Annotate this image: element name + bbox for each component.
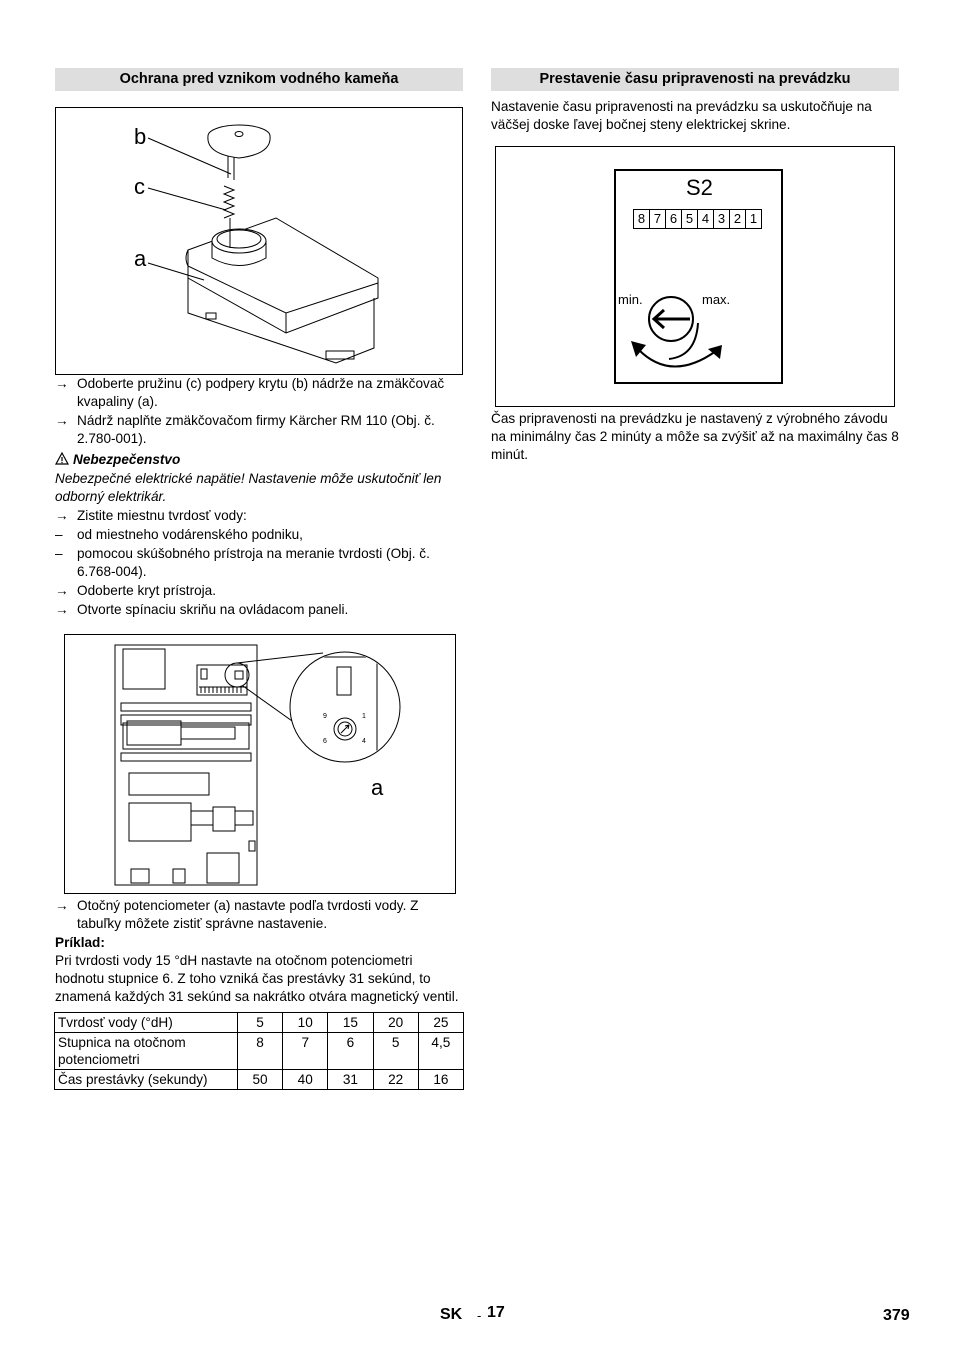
instruction-item: → Odoberte kryt prístroja. xyxy=(55,583,217,598)
instruction-item: → Odoberte pružinu (c) podpery krytu (b) nádrže na zmäkčovač kvapaliny (a). xyxy=(55,376,445,409)
tank-illustration xyxy=(56,108,462,374)
label-c: c xyxy=(134,174,145,199)
table-row: Tvrdosť vody (°dH) 5 10 15 20 25 xyxy=(55,1013,464,1033)
label-a: a xyxy=(371,775,384,800)
figure-softener-tank xyxy=(55,107,463,375)
page-number: 379 xyxy=(883,1307,910,1324)
section-heading-ready-time: Prestavenie času pripravenosti na prevádzku xyxy=(491,68,899,91)
arrow-icon: → xyxy=(55,508,69,523)
list-item: – pomocou skúšobného prístroja na meranie tvrdosti (Obj. č. 6.768-004). xyxy=(55,546,430,579)
dash-marker: – xyxy=(55,546,63,561)
warning-title: Nebezpečenstvo xyxy=(55,451,463,469)
table-row: Čas prestávky (sekundy) 50 40 31 22 16 xyxy=(55,1070,464,1090)
warning-text: Nebezpečné elektrické napätie! Nastavenie môže uskutočniť len odborný elektrikár. xyxy=(55,471,442,504)
arrow-icon: → xyxy=(55,898,69,913)
dip-digits: 8 7 6 5 4 3 2 1 xyxy=(633,209,762,229)
board-illustration xyxy=(65,635,455,893)
intro-text: Nastavenie času pripravenosti na prevádzku sa uskutočňuje na väčšej doske ľavej bočnej steny elektrickej skrine. xyxy=(491,99,872,132)
dash-marker: – xyxy=(55,527,63,542)
arrow-icon: → xyxy=(55,583,69,598)
figure-switch-s2 xyxy=(495,146,895,407)
section-heading-scale: Ochrana pred vznikom vodného kameňa xyxy=(55,68,463,91)
min-label: min. xyxy=(618,292,643,307)
example-text: Pri tvrdosti vody 15 °dH nastavte na otočnom potenciometri hodnotu stupnice 6. Z toho vzniká čas prestávky 31 sekúnd, to znamená každých 31 sekúnd sa nakrátko otvára magnetický ventil. xyxy=(55,953,459,1004)
dial-mark-1: 1 xyxy=(362,713,366,720)
label-b: b xyxy=(134,124,147,149)
switch-name: S2 xyxy=(686,175,713,200)
label-a: a xyxy=(134,246,147,271)
footer-section-page: 17 xyxy=(487,1304,505,1321)
instruction-item: → Otočný potenciometer (a) nastavte podľa tvrdosti vody. Z tabuľky môžete zistiť správne nastavenie. xyxy=(55,898,419,931)
table-row: Stupnica na otočnom potenciometri 8 7 6 5 4,5 xyxy=(55,1033,464,1070)
footer-lang: SK xyxy=(440,1306,463,1323)
arrow-icon: → xyxy=(55,413,69,428)
footer-dash: - xyxy=(477,1308,482,1323)
dial-mark-4: 4 xyxy=(362,738,366,745)
warning-triangle-icon xyxy=(55,452,69,465)
hardness-table xyxy=(54,1012,464,1090)
dial-mark-6: 6 xyxy=(323,738,327,745)
ready-time-text: Čas pripravenosti na prevádzku je nastavený z výrobného závodu na minimálny čas 2 minúty a môže sa zvýšiť až na maximálny čas 8 minút. xyxy=(491,411,899,462)
rotary-dial-icon xyxy=(616,171,781,382)
instruction-item: → Nádrž naplňte zmäkčovačom firmy Kärcher RM 110 (Obj. č. 2.780-001). xyxy=(55,413,435,446)
arrow-icon: → xyxy=(55,602,69,617)
arrow-icon: → xyxy=(55,376,69,391)
max-label: max. xyxy=(702,292,731,307)
dial-mark-9: 9 xyxy=(323,713,327,720)
example-title: Príklad: xyxy=(55,935,105,950)
switch-panel xyxy=(614,169,783,384)
instruction-item: → Zistite miestnu tvrdosť vody: xyxy=(55,508,247,523)
figure-control-board xyxy=(64,634,456,894)
instruction-item: → Otvorte spínaciu skriňu na ovládacom paneli. xyxy=(55,602,349,617)
list-item: – od miestneho vodárenského podniku, xyxy=(55,527,303,542)
